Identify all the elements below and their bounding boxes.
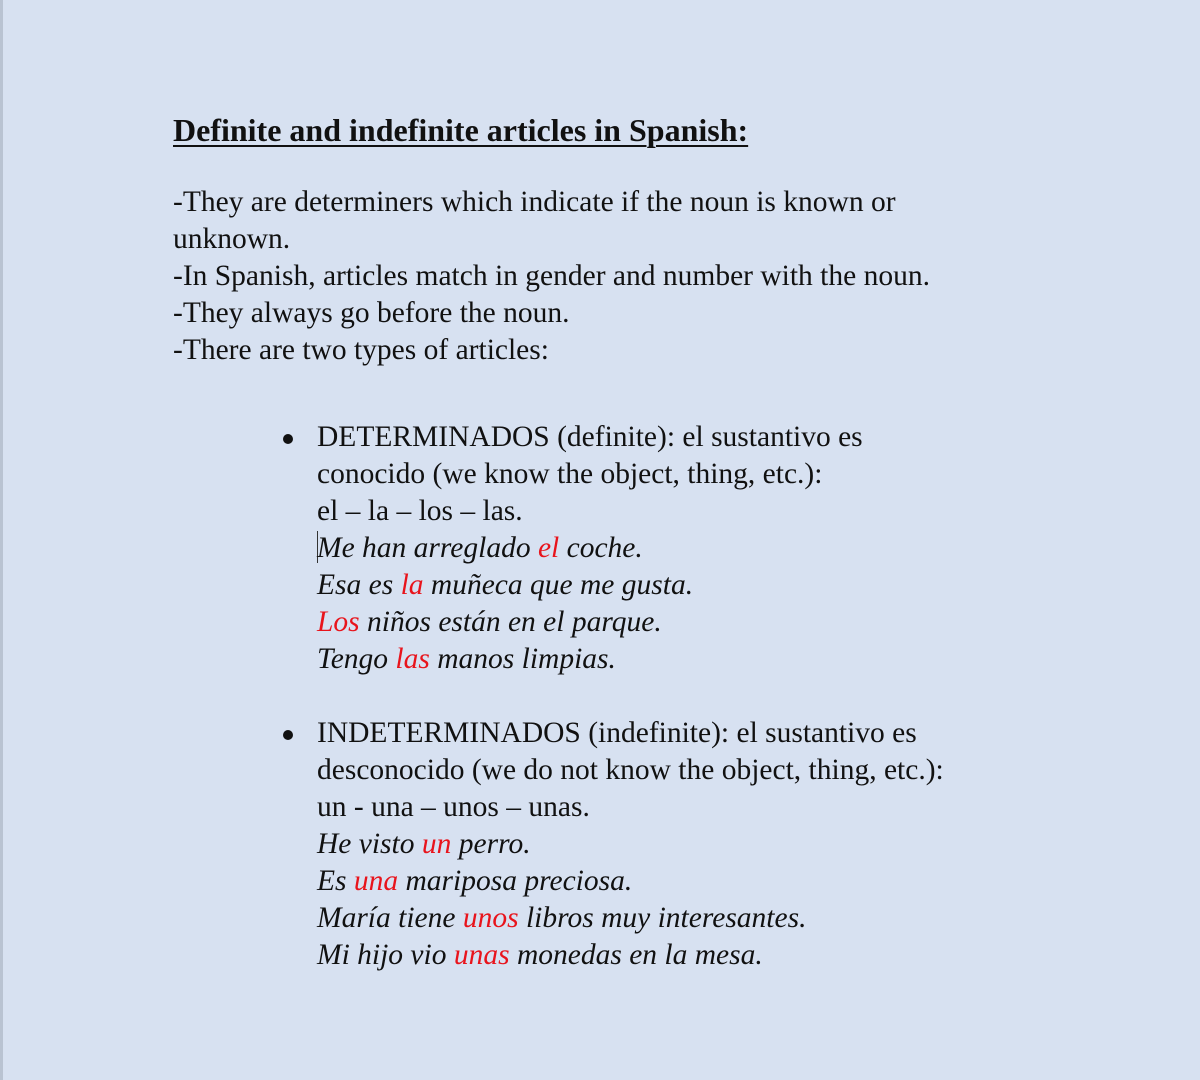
page-left-edge: [0, 0, 3, 1080]
article-types-list: [173, 419, 1133, 974]
definite-example-1: [317, 530, 1133, 567]
bullet-icon: [283, 730, 293, 740]
indefinite-forms: un - una – unos – unas.: [317, 791, 590, 823]
document-body[interactable]: [173, 108, 1133, 1011]
definite-articles-item: [173, 419, 1133, 678]
intro-line-4: -There are two types of articles:: [173, 334, 549, 366]
definite-example-4: [317, 641, 1133, 678]
example-text-before: Esa es: [317, 569, 401, 601]
example-article: unas: [453, 939, 510, 971]
example-text-after: libros muy interesantes.: [518, 902, 807, 934]
example-text-before: Tengo: [317, 643, 396, 675]
example-article: Los: [317, 606, 360, 638]
definite-heading-line-2: conocido (we know the object, thing, etc.):: [317, 458, 823, 490]
example-text-after: manos limpias.: [429, 643, 616, 675]
intro-paragraph: [173, 184, 1133, 369]
definite-example-3: [317, 604, 1133, 641]
indefinite-example-4: [317, 937, 1133, 974]
indefinite-heading-line-1: INDETERMINADOS (indefinite): el sustantivo es: [317, 717, 917, 749]
example-text-after: niños están en el parque.: [359, 606, 662, 638]
indefinite-example-3: [317, 900, 1133, 937]
intro-line-1: -They are determiners which indicate if the noun is known or unknown.: [173, 186, 896, 255]
example-article: un: [421, 828, 452, 860]
example-article: unos: [462, 902, 519, 934]
example-article: el: [537, 532, 560, 564]
example-text-after: coche.: [559, 532, 643, 564]
example-text-before: Mi hijo vio: [317, 939, 454, 971]
definite-example-2: [317, 567, 1133, 604]
example-article: una: [353, 865, 399, 897]
example-text-before: Me han arreglado: [317, 532, 538, 564]
indefinite-articles-item: [173, 715, 1133, 974]
example-text-after: muñeca que me gusta.: [423, 569, 694, 601]
example-article: las: [395, 643, 430, 675]
indefinite-example-1: [317, 826, 1133, 863]
example-text-after: perro.: [451, 828, 531, 860]
intro-line-3: -They always go before the noun.: [173, 297, 570, 329]
indefinite-heading-line-2: desconocido (we do not know the object, thing, etc.):: [317, 754, 944, 786]
intro-line-2: -In Spanish, articles match in gender and number with the noun.: [173, 260, 930, 292]
example-text-before: He visto: [317, 828, 422, 860]
example-article: la: [400, 569, 424, 601]
definite-forms: el – la – los – las.: [317, 495, 523, 527]
definite-heading-line-1: DETERMINADOS (definite): el sustantivo es: [317, 421, 863, 453]
example-text-before: Es: [317, 865, 354, 897]
example-text-after: mariposa preciosa.: [398, 865, 633, 897]
bullet-icon: [283, 434, 293, 444]
example-text-before: María tiene: [317, 902, 463, 934]
example-text-after: monedas en la mesa.: [509, 939, 763, 971]
document-title: Definite and indefinite articles in Spanish:: [173, 112, 749, 148]
indefinite-example-2: [317, 863, 1133, 900]
